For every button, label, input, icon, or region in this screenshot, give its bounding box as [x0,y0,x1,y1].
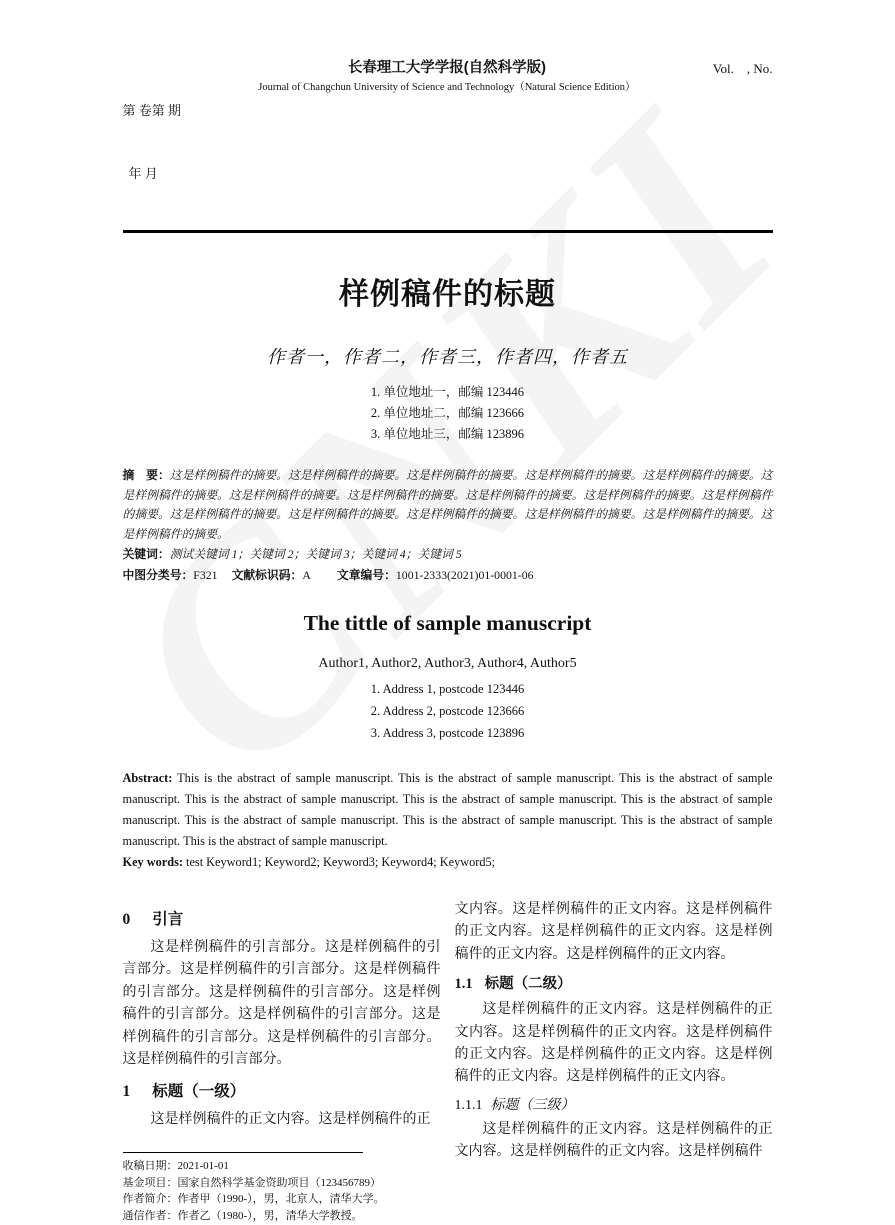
doc-code-value: A [302,567,311,582]
heading-text: 标题（二级） [484,976,572,993]
heading-text: 标题（三级） [490,1097,575,1113]
footnote-fund-project: 基金项目：国家自然科学基金资助项目（123456789） [122,1176,381,1189]
footnote-author-bio: 作者简介：作者甲（1990-），男，北京人，清华大学。 [122,1193,385,1206]
article-title-cn: 样例稿件的标题 [339,278,556,311]
footnote-received-date: 收稿日期：2021-01-01 [122,1159,229,1172]
keywords-en-label: Key words: [122,855,183,869]
heading-text: 引言 [152,911,184,928]
article-id-label: 文章编号： [336,567,396,582]
body-paragraph-level2: 这是样例稿件的正文内容。这是样例稿件的正文内容。这是样例稿件的正文内容。这是样例稿件的正文内容。这是样例稿件的正文内容。这是样例稿件的正文内容。这是样例稿件的正文内容。 [454,1002,773,1085]
heading-number: 0 [122,911,131,928]
addresses-en [123,678,773,744]
address-en-line: 3. Address 3, postcode 123896 [370,726,525,740]
clc-label: 中图分类号： [122,567,194,582]
left-column [123,899,441,1225]
header-rule [123,230,773,233]
body-columns [123,899,773,1225]
keywords-en-text: test Keyword1; Keyword2; Keyword3; Keyword4; Keyword5; [186,855,496,869]
authors-en: Author1, Author2, Author3, Author4, Author5 [318,656,577,671]
body-paragraph-left: 这是样例稿件的正文内容。这是样例稿件的正 [150,1112,431,1128]
clc-value: F321 [193,567,218,582]
journal-name-cn: 长春理工大学学报(自然科学版) [347,60,546,76]
abstract-en-label: Abstract: [122,771,173,785]
footnote-rule [123,1152,363,1153]
body-paragraph-level3: 这是样例稿件的正文内容。这是样例稿件的正文内容。这是样例稿件的正文内容。这是样例稿件 [454,1121,773,1160]
address-en-line: 1. Address 1, postcode 123446 [370,682,525,696]
addresses-cn [123,382,773,445]
heading-level1 [123,1079,441,1101]
heading-text: 标题（一级） [152,1083,246,1101]
issue-info [123,58,182,226]
address-cn-line: 3. 单位地址三，邮编 123896 [370,427,525,441]
issue-volume-line: 第 卷第 期 [122,103,182,118]
heading-number: 1 [122,1083,131,1101]
journal-name-block [181,58,713,98]
keywords-cn [123,545,773,565]
right-column [455,899,773,1225]
abstract-cn-label: 摘 要： [122,468,170,482]
article-title-en: The tittle of sample manuscript [303,611,592,635]
keywords-cn-label: 关键词： [122,547,170,561]
heading-number: 1.1.1 [454,1097,483,1113]
abstract-en-text: This is the abstract of sample manuscript. This is the abstract of sample manuscript. This is the abstract of sample manuscript. This is the abstract of sample manuscript. This is the abstract of sample manuscript. This is the abstract of sample manuscript. This is the abstract of sample manuscript. This is the abstract of sample manuscript. This is the abstract of sample manuscript. This is the abstract of sample manuscript. [122,771,773,848]
intro-paragraph: 这是样例稿件的引言部分。这是样例稿件的引言部分。这是样例稿件的引言部分。这是样例稿件的引言部分。这是样例稿件的引言部分。这是样例稿件的引言部分。这是样例稿件的引言部分。这是样例稿件的引言部分。这是样例稿件的引言部分。这是样例稿件的引言部分。 [122,940,441,1068]
vol-no: Vol. , No. [712,61,773,76]
authors-cn: 作者一，作者二，作者三，作者四，作者五 [267,347,628,367]
keywords-en [123,852,773,873]
body-paragraph-continuation: 文内容。这是样例稿件的正文内容。这是样例稿件的正文内容。这是样例稿件的正文内容。这是样例稿件的正文内容。这是样例稿件的正文内容。 [454,902,773,962]
address-en-line: 2. Address 2, postcode 123666 [370,704,525,718]
journal-page [51,0,845,1223]
abstract-cn [123,466,773,544]
page-content [51,0,845,1225]
doc-code-label: 文献标识码： [231,567,303,582]
article-id-value: 1001-2333(2021)01-0001-06 [395,567,534,582]
heading-number: 1.1 [454,976,473,993]
heading-level2 [455,972,773,993]
running-head [123,58,773,226]
footnote-block [123,1152,441,1225]
issue-date-line: 年 月 [128,166,158,181]
classification-line [123,566,773,586]
address-cn-line: 2. 单位地址二，邮编 123666 [370,406,525,420]
keywords-cn-text: 测试关键词 1；关键词 2；关键词 3；关键词 4；关键词 5 [169,547,462,561]
abstract-cn-text: 这是样例稿件的摘要。这是样例稿件的摘要。这是样例稿件的摘要。这是样例稿件的摘要。这是样例稿件的摘要。这是样例稿件的摘要。这是样例稿件的摘要。这是样例稿件的摘要。这是样例稿件的摘要。这是样例稿件的摘要。这是样例稿件的摘要。这是样例稿件的摘要。这是样例稿件的摘要。这是样例稿件的摘要。这是样例稿件的摘要。这是样例稿件的摘要。这是样例稿件的摘要。 [122,468,773,541]
heading-level3 [455,1094,773,1114]
footnote-corresponding-author: 通信作者：作者乙（1980-），男，清华大学教授。 [122,1210,363,1223]
journal-name-en: Journal of Changchun University of Science and Technology（Natural Science Edition） [258,82,636,93]
abstract-en [123,768,773,852]
heading-introduction [123,907,441,929]
address-cn-line: 1. 单位地址一，邮编 123446 [370,385,525,399]
